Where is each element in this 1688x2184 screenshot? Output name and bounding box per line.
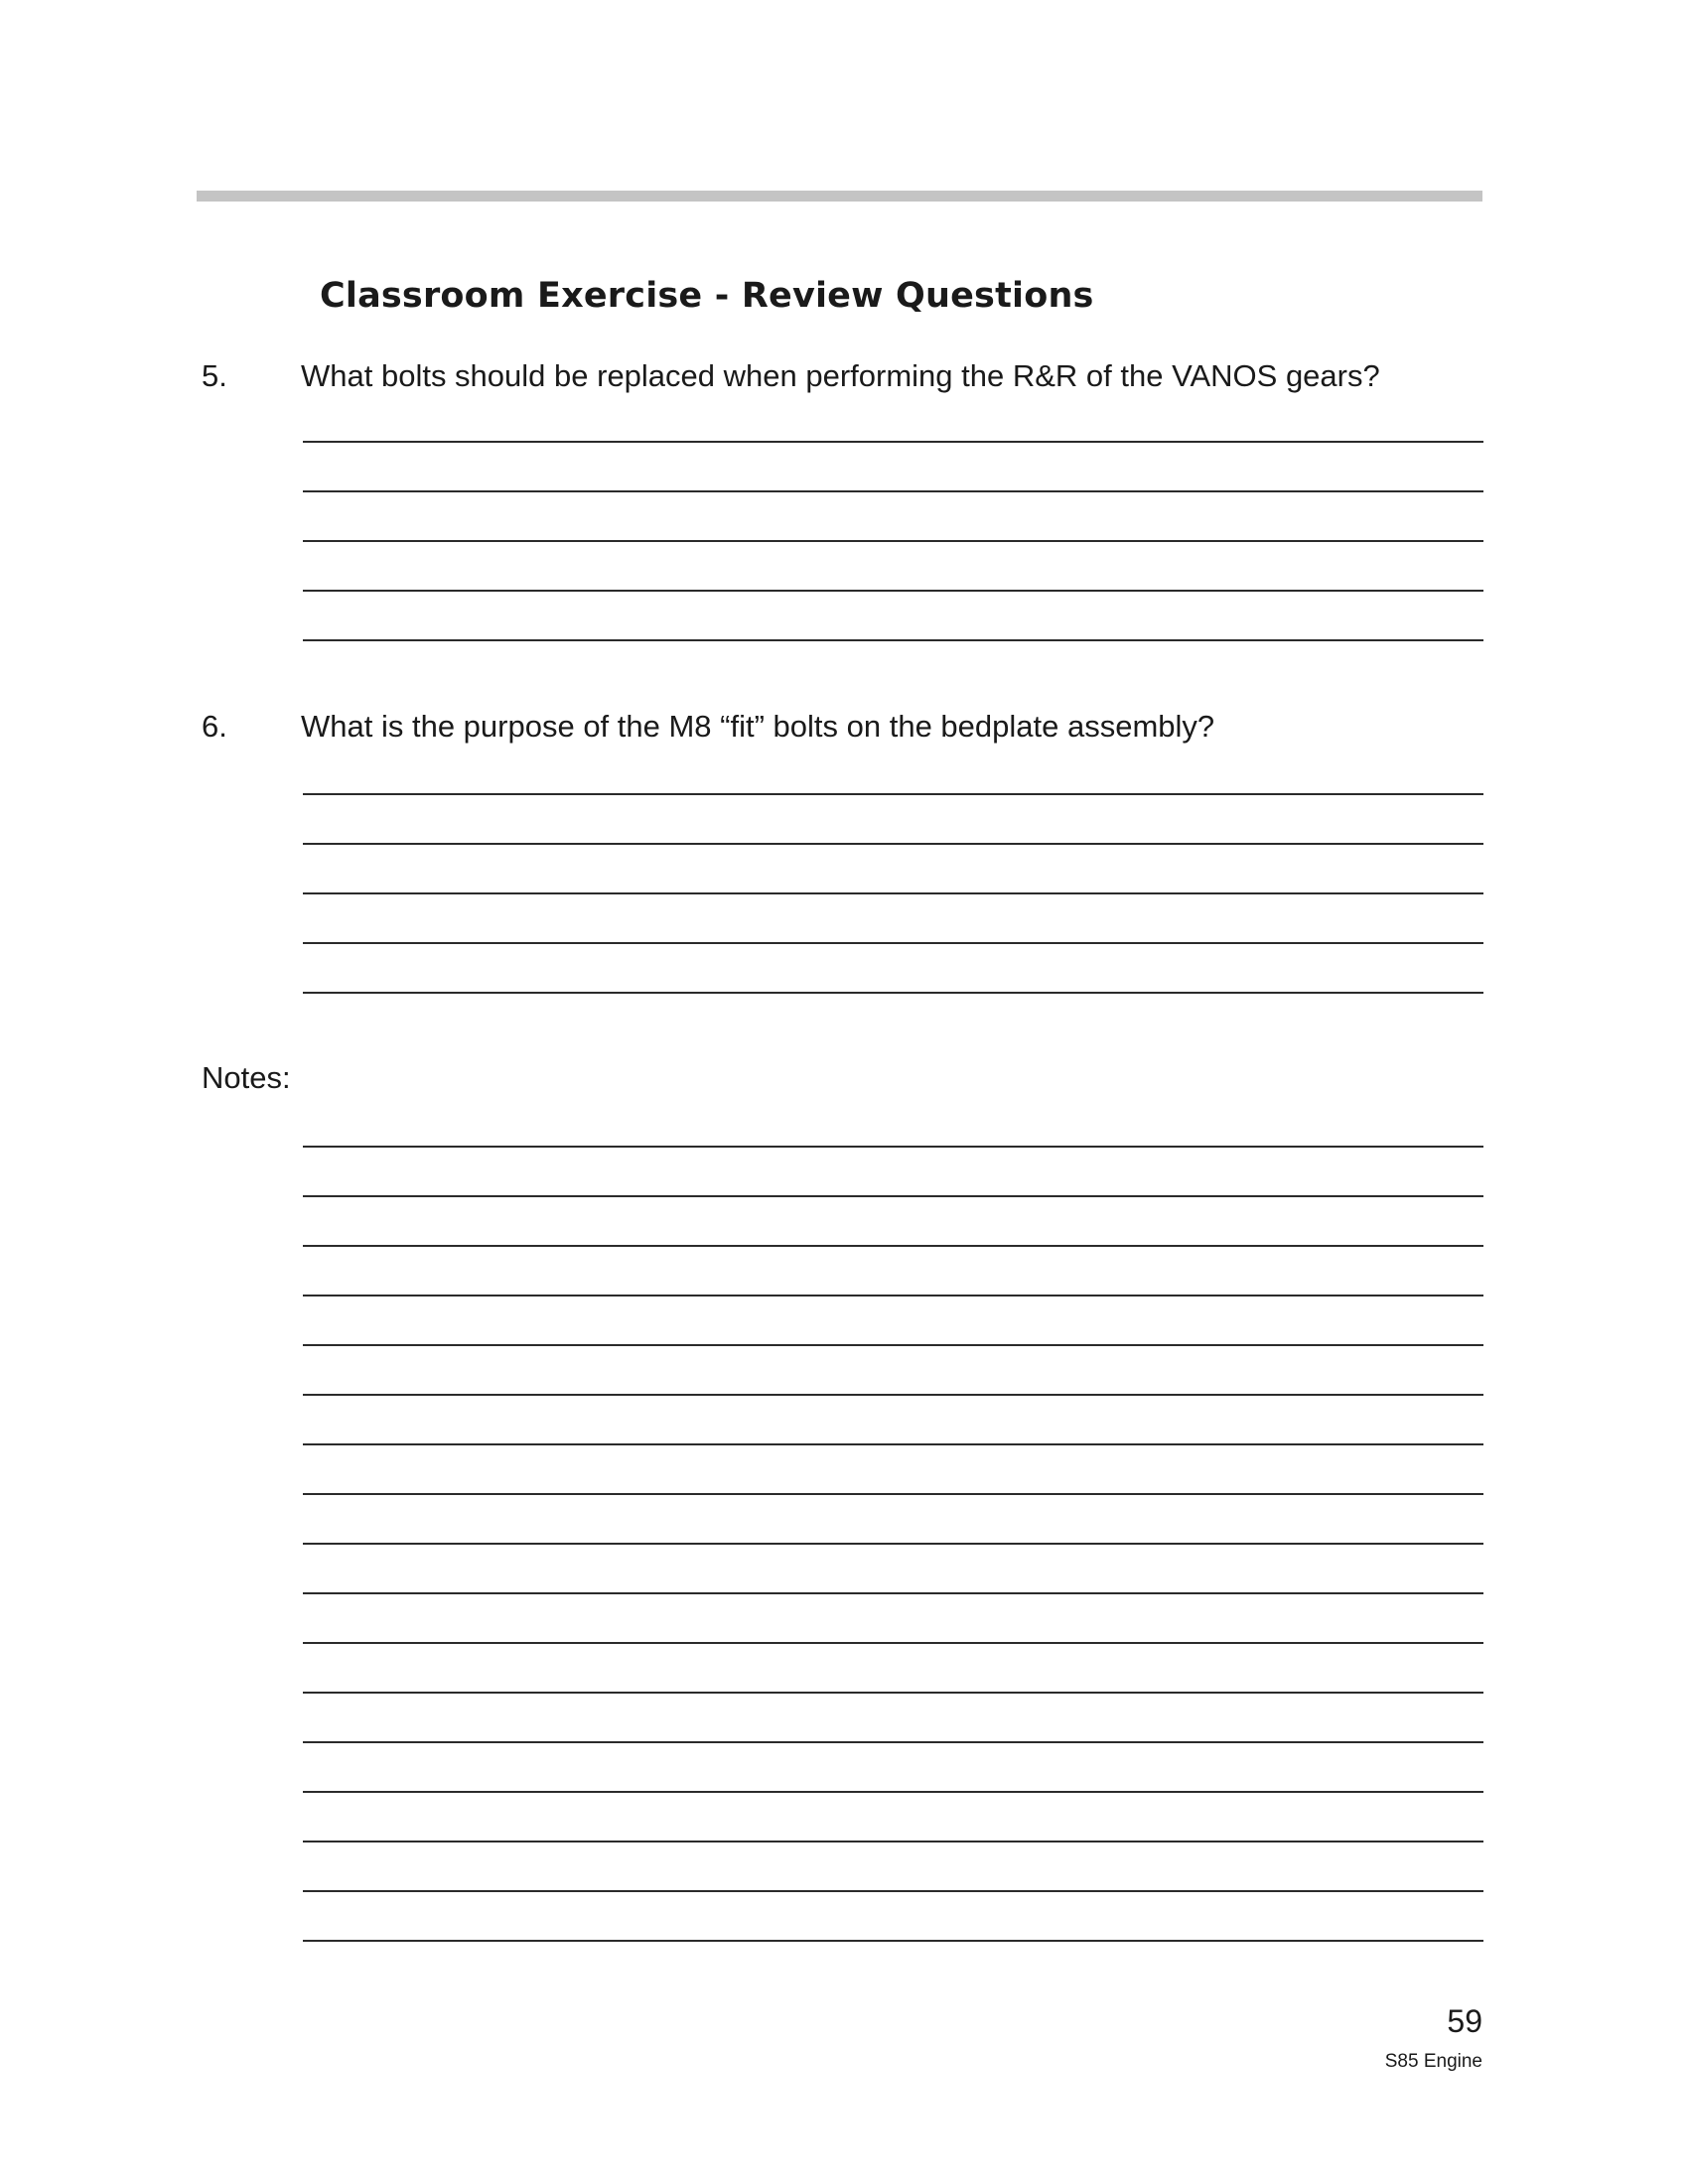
question-5-answer-line[interactable] <box>303 441 1483 443</box>
notes-label: Notes: <box>202 1060 291 1095</box>
question-5-answer-line[interactable] <box>303 490 1483 492</box>
question-6-text: What is the purpose of the M8 “fit” bolts on the bedplate assembly? <box>301 709 1215 744</box>
notes-line[interactable] <box>303 1890 1483 1892</box>
question-6-answer-line[interactable] <box>303 942 1483 944</box>
question-5-answer-line[interactable] <box>303 590 1483 592</box>
notes-line[interactable] <box>303 1841 1483 1843</box>
notes-line[interactable] <box>303 1394 1483 1396</box>
question-6-answer-line[interactable] <box>303 892 1483 894</box>
question-6-number: 6. <box>202 709 227 744</box>
notes-line[interactable] <box>303 1295 1483 1297</box>
question-6-answer-line[interactable] <box>303 843 1483 845</box>
notes-line[interactable] <box>303 1791 1483 1793</box>
notes-line[interactable] <box>303 1543 1483 1545</box>
question-5-text: What bolts should be replaced when performing the R&R of the VANOS gears? <box>301 358 1380 393</box>
section-title: Classroom Exercise - Review Questions <box>320 276 1094 316</box>
notes-line[interactable] <box>303 1146 1483 1148</box>
page-number: 59 <box>1447 2003 1482 2039</box>
notes-line[interactable] <box>303 1443 1483 1445</box>
notes-line[interactable] <box>303 1940 1483 1942</box>
notes-line[interactable] <box>303 1245 1483 1247</box>
question-5-answer-line[interactable] <box>303 639 1483 641</box>
question-6-answer-line[interactable] <box>303 793 1483 795</box>
notes-line[interactable] <box>303 1741 1483 1743</box>
footer-document-name: S85 Engine <box>1384 2051 1482 2072</box>
notes-line[interactable] <box>303 1195 1483 1197</box>
question-6-answer-line[interactable] <box>303 992 1483 994</box>
notes-line[interactable] <box>303 1493 1483 1495</box>
notes-line[interactable] <box>303 1692 1483 1694</box>
notes-line[interactable] <box>303 1642 1483 1644</box>
header-rule <box>197 191 1482 202</box>
notes-line[interactable] <box>303 1592 1483 1594</box>
question-5-answer-line[interactable] <box>303 540 1483 542</box>
question-5-number: 5. <box>202 358 227 393</box>
notes-line[interactable] <box>303 1344 1483 1346</box>
